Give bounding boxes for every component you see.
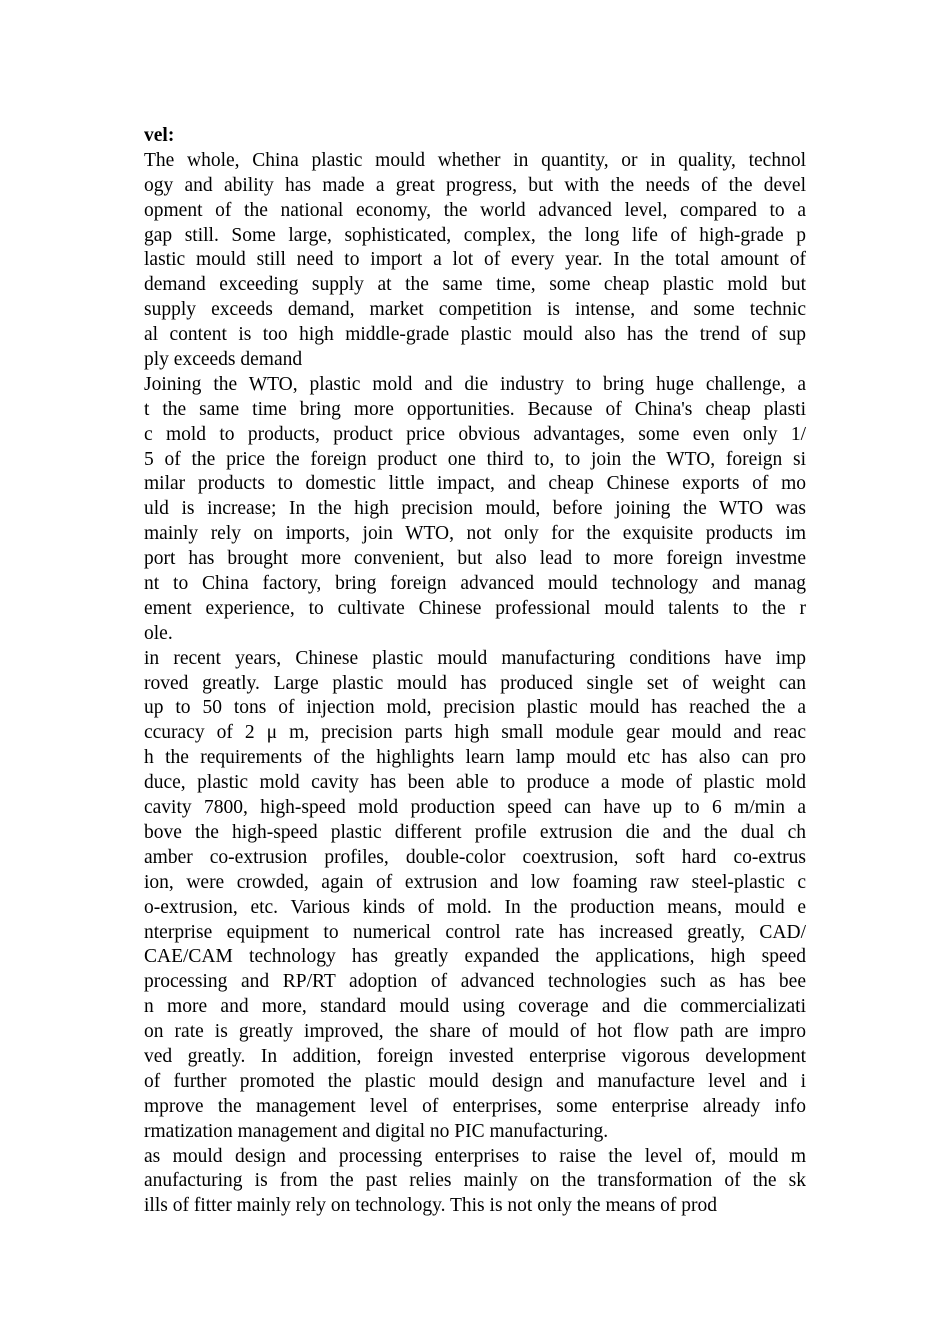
- paragraph-line: Joining the WTO, plastic mold and die industry to bring huge challenge, a: [144, 373, 806, 395]
- paragraph-line: ccuracy of 2 μ m, precision parts high small module gear mould and reac: [144, 722, 806, 744]
- paragraph: [144, 373, 806, 647]
- paragraph-line: ole.: [144, 622, 173, 644]
- section-heading: vel:: [144, 125, 175, 146]
- paragraph-line: CAE/CAM technology has greatly expanded the applications, high speed: [144, 946, 806, 968]
- document-body: [144, 124, 806, 1219]
- paragraph-line: cavity 7800, high-speed mold production speed can have up to 6 m/min a: [144, 797, 806, 819]
- paragraph-line: of further promoted the plastic mould design and manufacture level and i: [144, 1070, 806, 1092]
- paragraph: [144, 1145, 806, 1220]
- paragraph-line: port has brought more convenient, but also lead to more foreign investme: [144, 548, 806, 570]
- paragraph: [144, 647, 806, 1145]
- paragraph-line: al content is too high middle-grade plastic mould also has the trend of sup: [144, 324, 806, 346]
- paragraph-line: milar products to domestic little impact, and cheap Chinese exports of mo: [144, 473, 806, 495]
- paragraph-line: n more and more, standard mould using coverage and die commercializati: [144, 996, 806, 1018]
- paragraph-line: ply exceeds demand: [144, 349, 303, 371]
- paragraph-line: anufacturing is from the past relies mainly on the transformation of the sk: [144, 1170, 806, 1192]
- paragraph-line: ion, were crowded, again of extrusion and low foaming raw steel-plastic c: [144, 871, 806, 893]
- paragraph-line: opment of the national economy, the world advanced level, compared to a: [144, 199, 806, 221]
- paragraph-line: lastic mould still need to import a lot of every year. In the total amount of: [144, 249, 806, 271]
- paragraph-line: o-extrusion, etc. Various kinds of mold. In the production means, mould e: [144, 896, 806, 918]
- paragraph-line: nterprise equipment to numerical control rate has increased greatly, CAD/: [144, 921, 806, 943]
- paragraph-line: on rate is greatly improved, the share of mould of hot flow path are impro: [144, 1021, 806, 1043]
- paragraph-line: The whole, China plastic mould whether in quantity, or in quality, technol: [144, 149, 806, 171]
- paragraph-line: t the same time bring more opportunities. Because of China's cheap plasti: [144, 398, 806, 420]
- paragraph-line: duce, plastic mold cavity has been able to produce a mode of plastic mold: [144, 772, 806, 794]
- paragraph-line: nt to China factory, bring foreign advanced mould technology and manag: [144, 573, 806, 595]
- paragraph-line: h the requirements of the highlights learn lamp mould etc has also can pro: [144, 747, 806, 769]
- paragraph-line: c mold to products, product price obvious advantages, some even only 1/: [144, 423, 806, 445]
- paragraph-line: up to 50 tons of injection mold, precision plastic mould has reached the a: [144, 697, 806, 719]
- paragraph-line: roved greatly. Large plastic mould has produced single set of weight can: [144, 672, 806, 694]
- paragraph-line: as mould design and processing enterprises to raise the level of, mould m: [144, 1145, 806, 1167]
- paragraph-line: supply exceeds demand, market competition is intense, and some technic: [144, 299, 806, 321]
- paragraph-line: 5 of the price the foreign product one third to, to join the WTO, foreign si: [144, 448, 806, 470]
- paragraph-line: bove the high-speed plastic different profile extrusion die and the dual ch: [144, 821, 806, 843]
- paragraph-line: processing and RP/RT adoption of advanced technologies such as has bee: [144, 971, 806, 993]
- paragraph-line: demand exceeding supply at the same time, some cheap plastic mold but: [144, 274, 806, 296]
- paragraph-line: uld is increase; In the high precision mould, before joining the WTO was: [144, 498, 806, 520]
- paragraph-line: mprove the management level of enterprises, some enterprise already info: [144, 1095, 806, 1117]
- paragraph-line: ills of fitter mainly rely on technology. This is not only the means of prod: [144, 1195, 717, 1217]
- paragraph-line: amber co-extrusion profiles, double-color coextrusion, soft hard co-extrus: [144, 846, 806, 868]
- paragraph-line: ement experience, to cultivate Chinese professional mould talents to the r: [144, 597, 806, 619]
- paragraph: [144, 149, 806, 373]
- paragraph-line: in recent years, Chinese plastic mould manufacturing conditions have imp: [144, 647, 806, 669]
- paragraph-line: rmatization management and digital no PIC manufacturing.: [144, 1120, 609, 1142]
- paragraph-line: mainly rely on imports, join WTO, not only for the exquisite products im: [144, 523, 806, 545]
- paragraph-line: ved greatly. In addition, foreign invested enterprise vigorous development: [144, 1045, 806, 1067]
- paragraph-line: ogy and ability has made a great progress, but with the needs of the devel: [144, 174, 806, 196]
- paragraph-line: gap still. Some large, sophisticated, complex, the long life of high-grade p: [144, 224, 806, 246]
